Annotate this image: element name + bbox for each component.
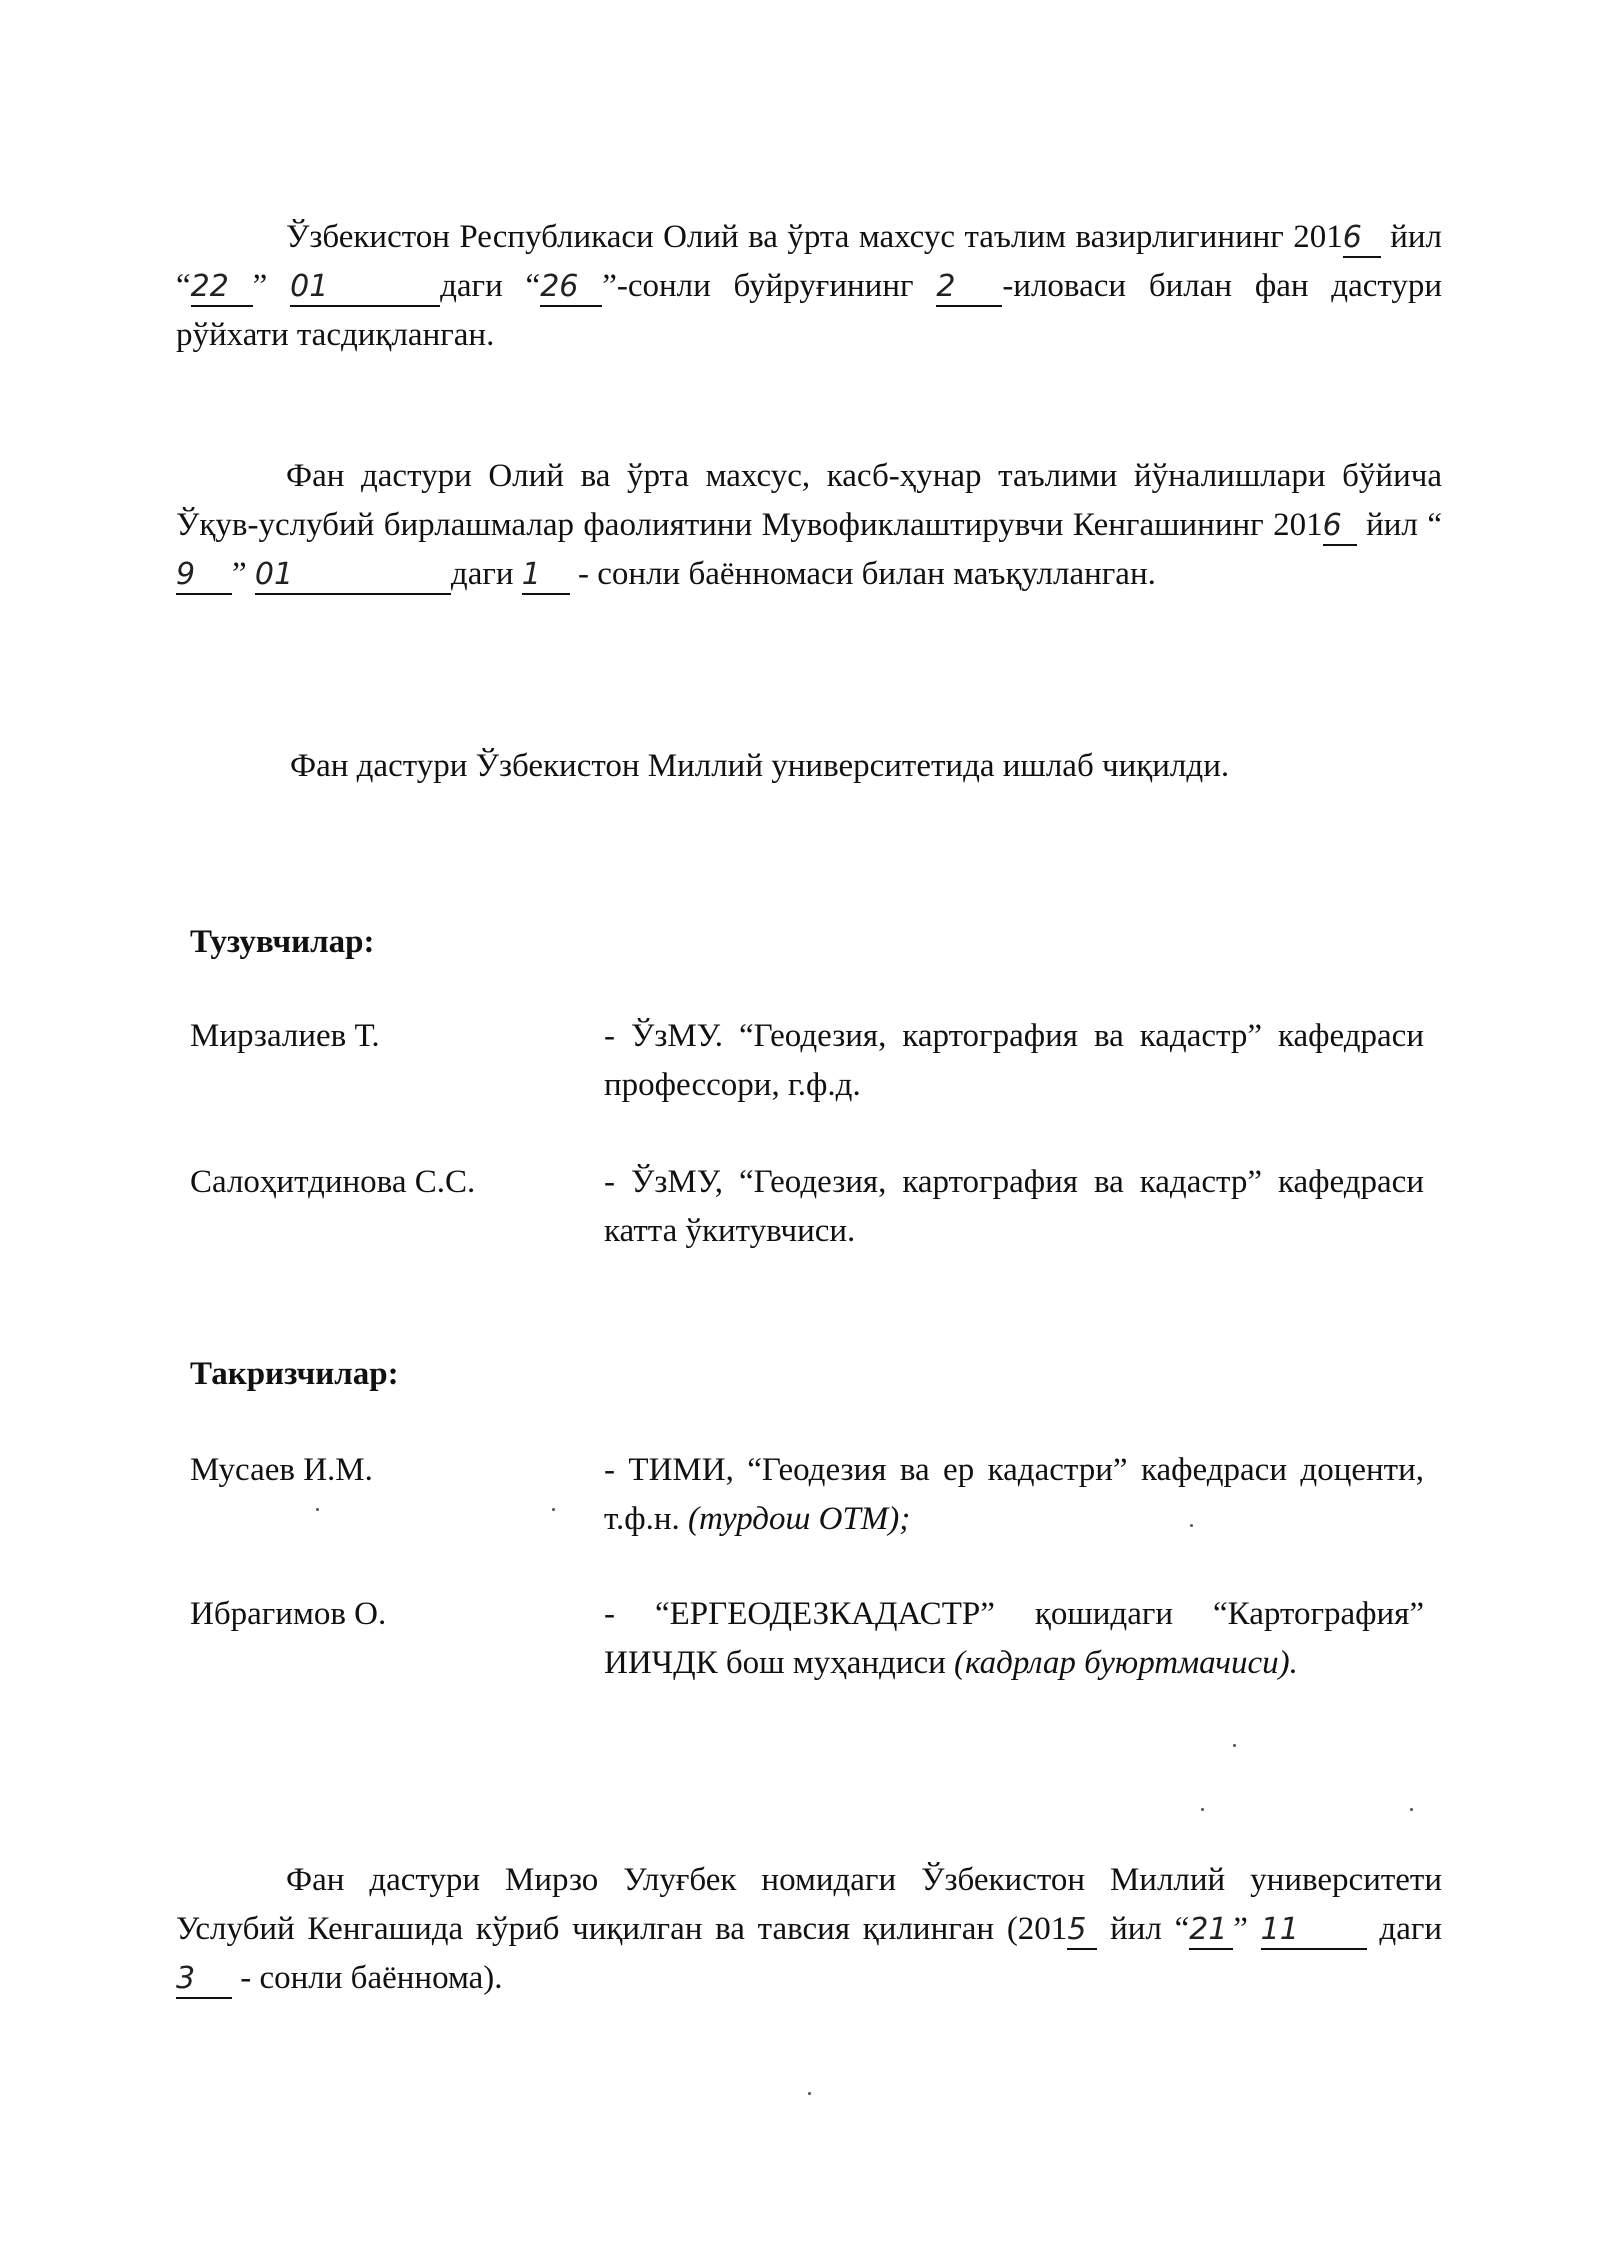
univ-yil-label: йил “ xyxy=(1110,1911,1190,1947)
year-prefix: 201 xyxy=(1293,219,1343,255)
yil-label: йил “ xyxy=(176,219,1443,304)
order-number-blank: 26 xyxy=(540,269,602,307)
reviewer-name: Ибрагимов О. xyxy=(190,1596,387,1632)
order-suffix: ”-сонли буйруғининг xyxy=(602,268,914,304)
appendix-number-blank: 2 xyxy=(936,269,1002,307)
scan-speck xyxy=(1201,1808,1204,1811)
author-description: - ЎзМУ. “Геодезия, картография ва кадастр” кафедраси профессори, г.ф.д. xyxy=(604,1018,1424,1103)
council-text-part2: - сонли баённомаси билан маъқулланган. xyxy=(578,556,1156,592)
scan-speck xyxy=(1190,1524,1193,1527)
scan-speck xyxy=(316,1508,319,1511)
ministry-line3: билан фан дастури рўйхати тасдиқланган. xyxy=(176,268,1443,353)
author-name: Мирзалиев Т. xyxy=(190,1018,380,1054)
council-day-blank: 9 xyxy=(176,557,232,595)
univ-day-blank: 21 xyxy=(1189,1912,1233,1950)
reviewers-heading: Такризчилар: xyxy=(190,1356,399,1392)
council-yil-label: йил “ xyxy=(1366,507,1443,543)
scan-speck xyxy=(1410,1808,1413,1811)
council-dagi: даги xyxy=(450,556,514,592)
ministry-approval-paragraph xyxy=(176,213,1442,360)
council-year-blank: 6 xyxy=(1323,508,1357,546)
authors-heading: Тузувчилар: xyxy=(190,924,375,960)
author-description: - ЎзМУ, “Геодезия, картография ва кадастр” кафедраси катта ўкитувчиси. xyxy=(604,1164,1424,1249)
council-month-blank: 01 xyxy=(255,557,451,595)
scan-speck xyxy=(552,1508,555,1511)
council-day-close: ” xyxy=(232,556,247,592)
univ-protocol-blank: 3 xyxy=(176,1961,232,1999)
council-text-part1: Фан дастури Олий ва ўрта махсус, касб-ҳунар таълими йўналишлари бўйича Ўқув-услубий бирлашмалар фаолиятини Мувофиклаштирувчи Кенгашининг 201 xyxy=(176,458,1442,543)
univ-text-part2: - сонли баённома). xyxy=(240,1960,503,1996)
council-protocol-blank: 1 xyxy=(522,557,570,595)
day-close-quote: ” xyxy=(252,268,268,304)
month-blank: 01 xyxy=(290,269,440,307)
reviewer-description xyxy=(604,1590,1424,1688)
reviewer-description-text: - “ЕРГЕОДЕЗКАДАСТР” қошидаги “Картография” ИИЧДК бош муҳандиси xyxy=(604,1596,1424,1681)
reviewer-note: (кадрлар буюртмачиси). xyxy=(954,1645,1298,1681)
author-name: Салоҳитдинова С.С. xyxy=(190,1164,476,1200)
day-blank: 22 xyxy=(191,269,253,307)
univ-month-blank: 11 xyxy=(1261,1912,1367,1950)
reviewer-note: (турдош ОТМ); xyxy=(687,1501,911,1537)
scan-speck xyxy=(808,2092,811,2095)
reviewer-name: Мусаев И.М. xyxy=(190,1452,373,1488)
year-blank: 6 xyxy=(1343,220,1381,258)
scan-speck xyxy=(1233,1744,1236,1747)
dagi-label: даги “ xyxy=(440,268,541,304)
ministry-line1: Ўзбекистон Республикаси Олий ва ўрта махсус таълим вазирлигининг xyxy=(286,219,1284,255)
univ-year-blank: 5 xyxy=(1067,1912,1097,1950)
univ-day-close: ” xyxy=(1233,1911,1248,1947)
reviewer-description-text: - ТИМИ, “Геодезия ва ер кадастри” кафедраси доценти, т.ф.н. xyxy=(604,1452,1424,1537)
reviewer-description xyxy=(604,1446,1424,1544)
univ-text-part1: Фан дастури Мирзо Улуғбек номидаги Ўзбекистон Миллий университети Услубий Кенгашида кўриб чиқилган ва тавсия қилинган (201 xyxy=(176,1862,1442,1947)
university-council-paragraph xyxy=(176,1856,1442,2003)
appendix-suffix: -иловаси xyxy=(1002,268,1127,304)
univ-dagi: даги xyxy=(1379,1911,1443,1947)
developed-at-line: Фан дастури Ўзбекистон Миллий университетида ишлаб чиқилди. xyxy=(290,748,1230,784)
council-approval-paragraph xyxy=(176,452,1442,599)
